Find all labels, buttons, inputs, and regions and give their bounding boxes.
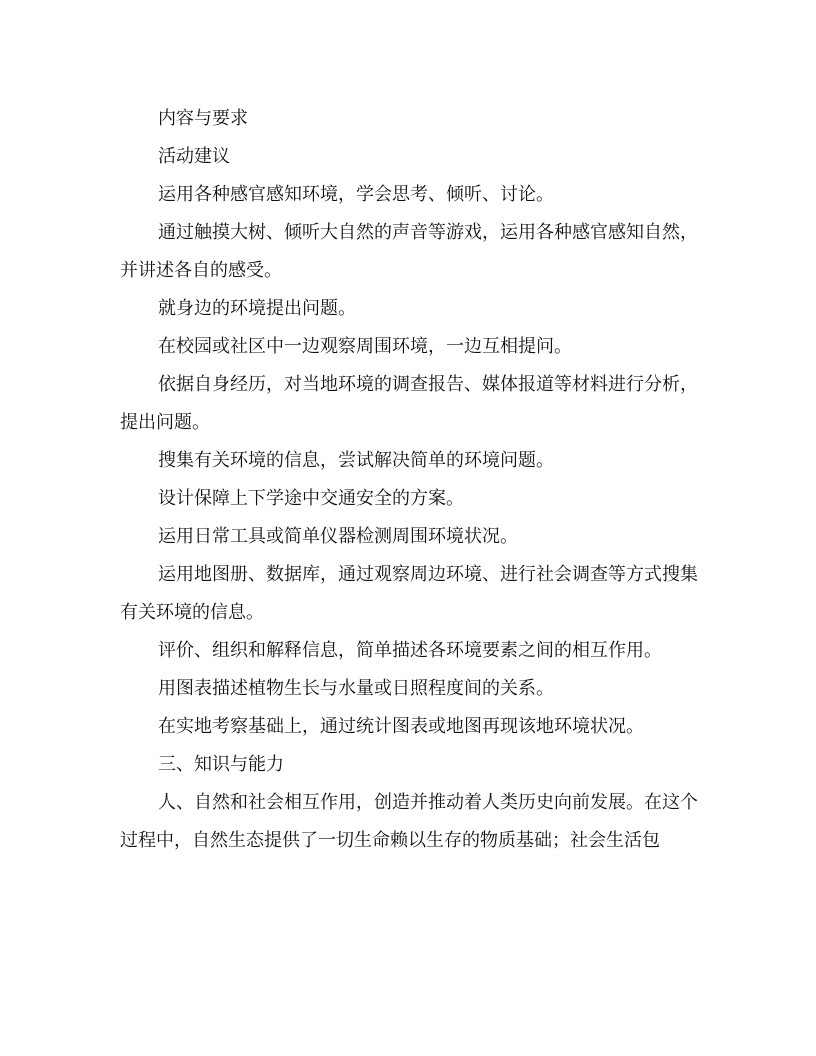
- paragraph: 评价、组织和解释信息，简单描述各环境要素之间的相互作用。: [158, 640, 662, 661]
- heading-content-requirements: 内容与要求: [158, 108, 248, 129]
- paragraph: 依据自身经历，对当地环境的调查报告、媒体报道等材料进行分析，提出问题。: [120, 374, 698, 433]
- paragraph: 运用地图册、数据库，通过观察周边环境、进行社会调查等方式搜集有关环境的信息。: [120, 564, 698, 623]
- paragraph: 搜集有关环境的信息，尝试解决简单的环境问题。: [158, 450, 554, 471]
- paragraph: 通过触摸大树、倾听大自然的声音等游戏，运用各种感官感知自然，并讲述各自的感受。: [120, 222, 698, 281]
- paragraph: 人、自然和社会相互作用，创造并推动着人类历史向前发展。在这个过程中，自然生态提供了一切生命赖以生存的物质基础；社会生活包: [120, 792, 698, 851]
- paragraph: 运用各种感官感知环境，学会思考、倾听、讨论。: [158, 184, 554, 205]
- paragraph: 设计保障上下学途中交通安全的方案。: [158, 488, 464, 509]
- paragraph: 用图表描述植物生长与水量或日照程度间的关系。: [158, 678, 554, 699]
- heading-activity-suggestions: 活动建议: [158, 146, 230, 167]
- section-heading-knowledge-ability: 三、知识与能力: [158, 754, 284, 775]
- document-body: [120, 100, 698, 860]
- paragraph: 就身边的环境提出问题。: [158, 298, 356, 319]
- paragraph: 运用日常工具或简单仪器检测周围环境状况。: [158, 526, 518, 547]
- paragraph: 在实地考察基础上，通过统计图表或地图再现该地环境状况。: [158, 716, 644, 737]
- paragraph: 在校园或社区中一边观察周围环境，一边互相提问。: [158, 336, 572, 357]
